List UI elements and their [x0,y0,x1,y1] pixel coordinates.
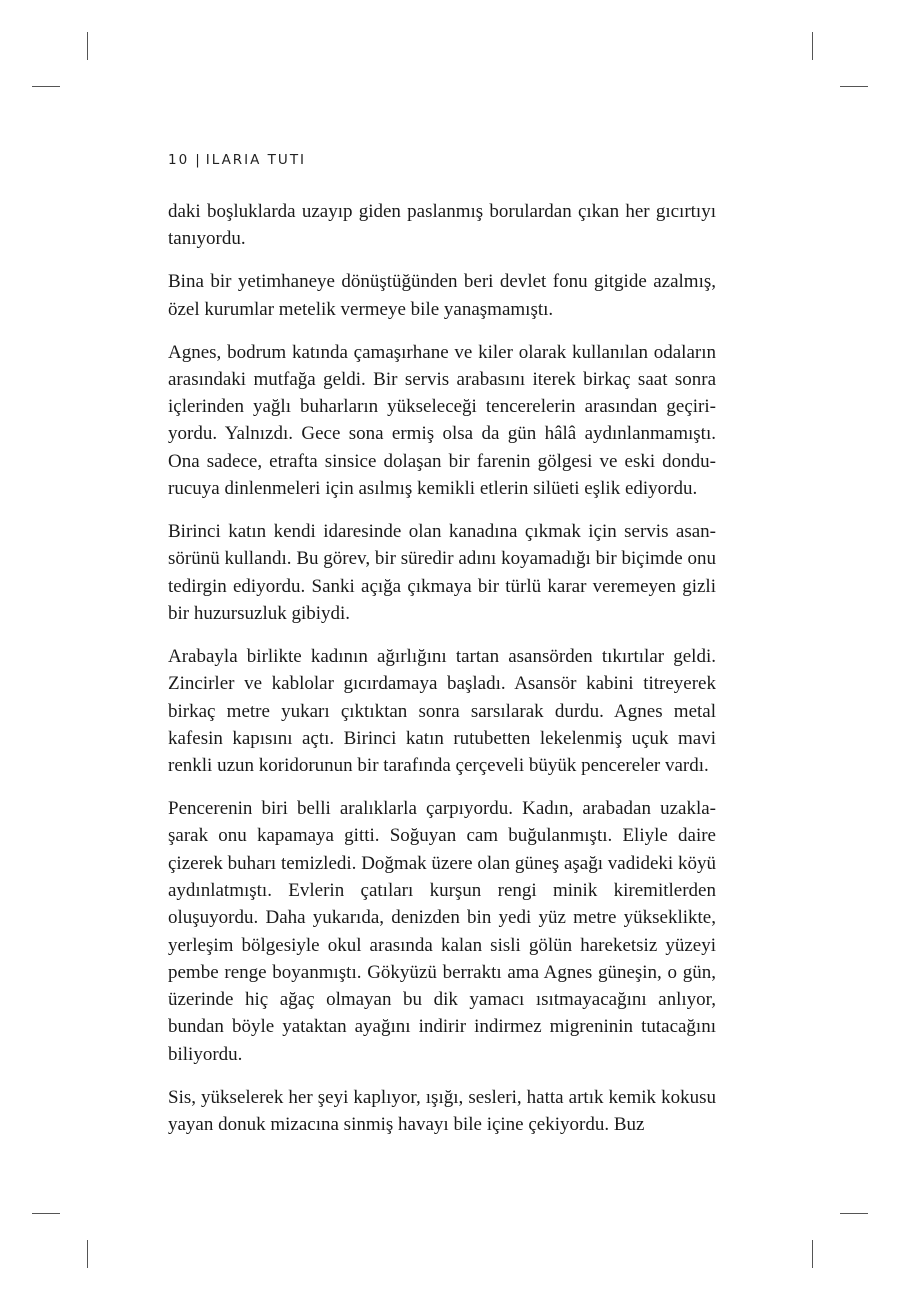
crop-mark-bottom-left-vertical [87,1240,88,1268]
crop-mark-bottom-left-horizontal [32,1213,60,1214]
paragraph: Bina bir yetimhaneye dönüştüğünden beri devlet fonu gitgide azalmış, özel kurumlar metelik vermeye bile yanaşmamıştı. [168,271,716,320]
header-separator: | [195,152,200,168]
author-name: ILARIA TUTI [205,152,307,168]
paragraph: Sis, yükselerek her şeyi kaplıyor, ışığı, sesleri, hatta artık kemik kokusu yayan donuk mizacına sinmiş havayı bile içine çekiyordu. Buz [168,1086,716,1136]
page-number: 10 [168,152,190,168]
body-text [168,198,716,1138]
crop-mark-bottom-right-vertical [812,1240,813,1268]
paragraph: Birinci katın kendi idaresinde olan kanadına çıkmak için servis asansörünü kullandı. Bu görev, bir süredir adını koyamadığı bir biçimde onu tedirgin ediyordu. Sanki açığa çıkmaya bir türlü karar veremeyen gizli bir huzursuzluk gibiydi. [168,521,716,624]
crop-mark-top-left-horizontal [32,86,60,87]
crop-mark-top-right-vertical [812,32,813,60]
running-header [168,152,306,168]
paragraph: Agnes, bodrum katında çamaşırhane ve kiler olarak kullanılan odaların arasındaki mutfağa geldi. Bir servis arabasını iterek birkaç saat sonra içlerinden yağlı buharların yükseleceği tencerelerin arasından geçiriyordu. Yalnızdı. Gece sona ermiş olsa da gün hâlâ aydınlanmamıştı. Ona sadece, etrafta sinsice dolaşan bir farenin gölgesi ve eski dondurucuya dinlenmeleri için asılmış kemikli etlerin silüeti eşlik ediyordu. [168,341,716,500]
paragraph: daki boşluklarda uzayıp giden paslanmış borulardan çıkan her gıcırtıyı tanıyordu. [168,201,716,250]
crop-mark-top-right-horizontal [840,86,868,87]
paragraph: Arabayla birlikte kadının ağırlığını tartan asansörden tıkırtılar geldi. Zincirler ve kablolar gıcırdamaya başladı. Asansör kabini titreyerek birkaç metre yukarı çıktıktan sonra sarsılarak durdu. Agnes metal kafesin kapısını açtı. Birinci katın rutubetten lekelenmiş uçuk mavi renkli uzun koridorunun bir tarafında çerçeveli büyük pencereler vardı. [168,645,716,777]
paragraph: Pencerenin biri belli aralıklarla çarpıyordu. Kadın, arabadan uzaklaşarak onu kapamaya gitti. Soğuyan cam buğulanmıştı. Eliyle daire çizerek buharı temizledi. Doğmak üzere olan güneş aşağı vadideki köyü aydınlatmıştı. Evlerin çatıları kurşun rengi minik kiremitlerden oluşuyordu. Daha yukarıda, denizden bin yedi yüz metre yükseklikte, yerleşim bölgesiyle okul arasında kalan sisli gölün hareketsiz yüzeyi pembe renge boyanmıştı. Gökyüzü berraktı ama Agnes güneşin, o gün, üzerinde hiç ağaç olmayan bu dik yamacı ısıtmayacağını anlıyor, bundan böyle yataktan ayağını indirir indirmez migreninin tutacağını biliyordu. [168,798,716,1065]
crop-mark-top-left-vertical [87,32,88,60]
crop-mark-bottom-right-horizontal [840,1213,868,1214]
